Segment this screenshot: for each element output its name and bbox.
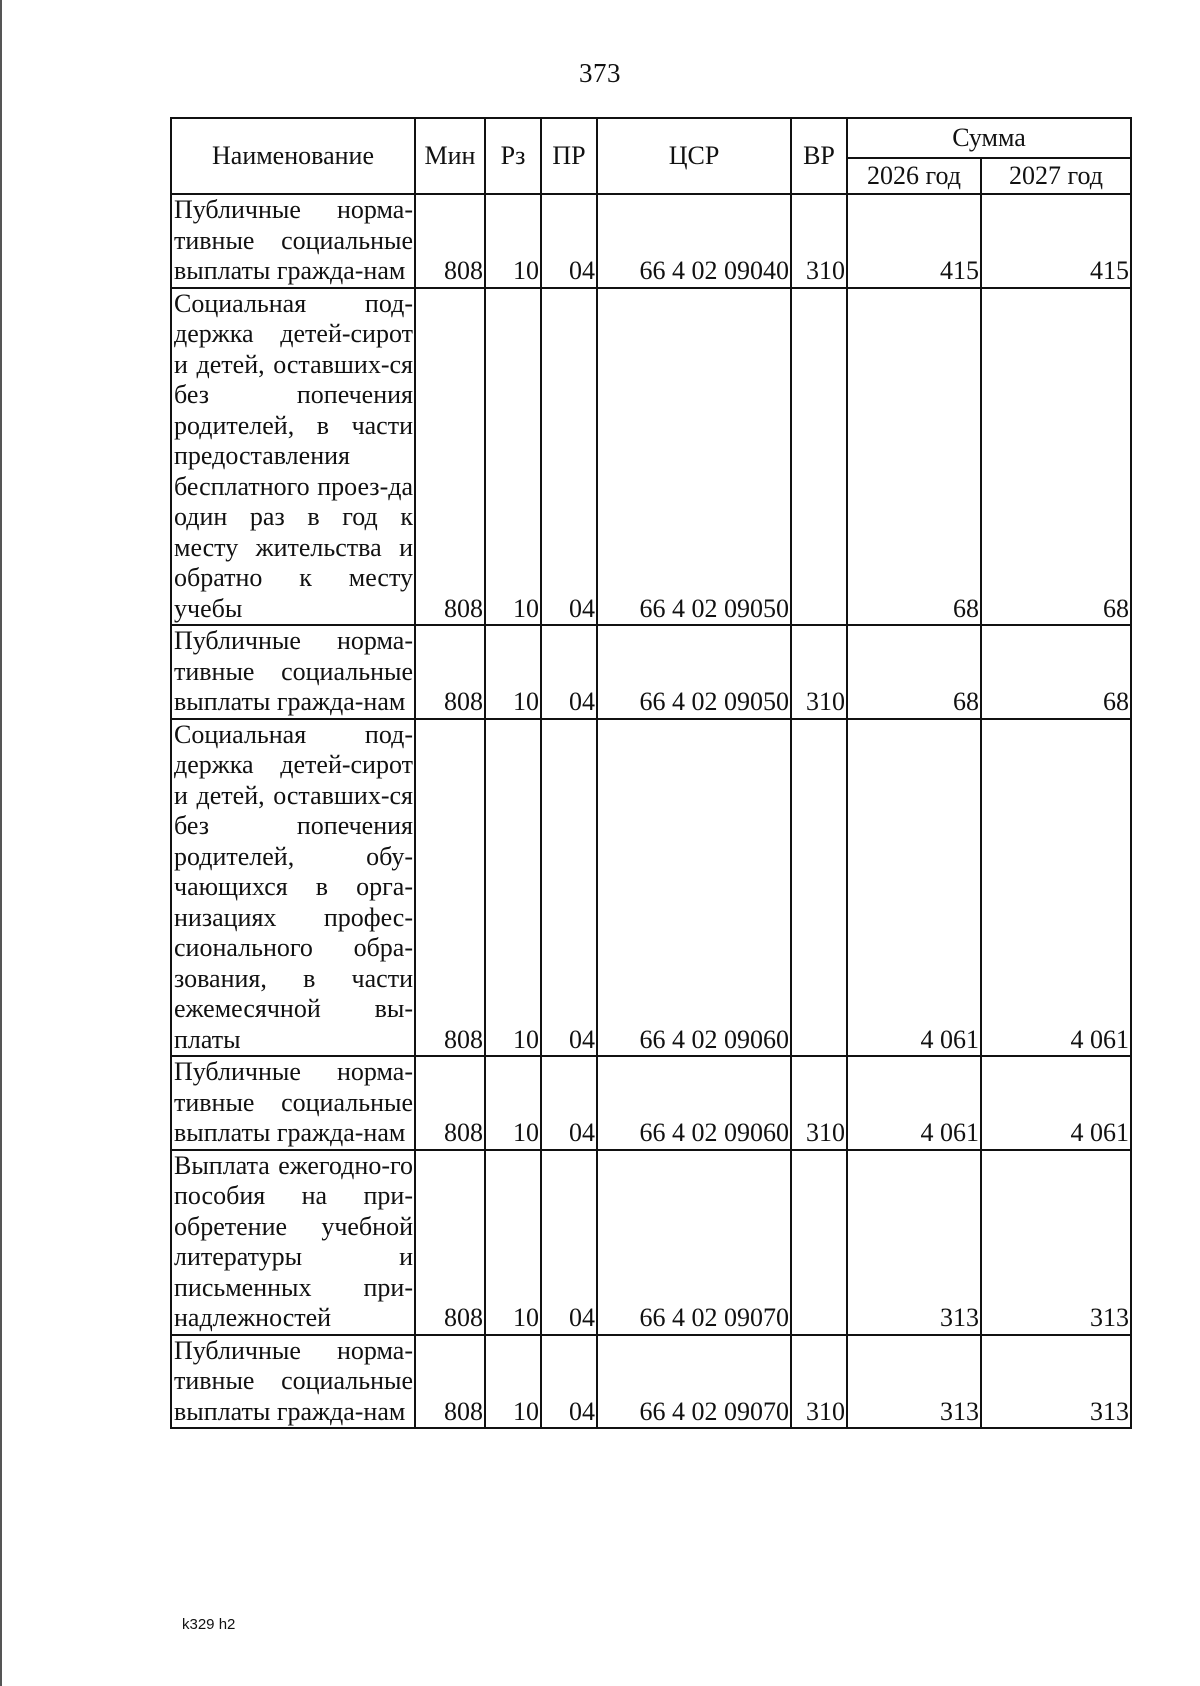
table-row: [171, 194, 1131, 288]
page-edge-line: [0, 0, 2, 1686]
table-row: [171, 288, 1131, 626]
rz-cell: 10: [485, 719, 541, 1057]
rz-cell: 10: [485, 625, 541, 719]
name-cell: Социальная под-держка детей-сирот и детей, оставших-ся без попечения родителей, обу-чающихся в орга-низациях профес-сионального обра-зования, в части ежемесячной вы-платы: [171, 719, 415, 1057]
vr-cell: 310: [791, 194, 847, 288]
pr-cell: 04: [541, 719, 597, 1057]
min-cell: 808: [415, 1056, 485, 1150]
amount-2026-cell: 415: [847, 194, 981, 288]
csr-cell: 66 4 02 09070: [597, 1150, 791, 1335]
name-cell: Социальная под-держка детей-сирот и детей, оставших-ся без попечения родителей, в части предоставления бесплатного проез-да один раз в год к месту жительства и обратно к месту учебы: [171, 288, 415, 626]
rz-cell: 10: [485, 1056, 541, 1150]
pr-cell: 04: [541, 1150, 597, 1335]
vr-cell: 310: [791, 1056, 847, 1150]
amount-2027-cell: 68: [981, 625, 1131, 719]
header-vr: ВР: [791, 118, 847, 194]
name-cell: Публичные норма-тивные социальные выплаты гражда-нам: [171, 1335, 415, 1429]
table-row: [171, 1335, 1131, 1429]
amount-2026-cell: 313: [847, 1150, 981, 1335]
min-cell: 808: [415, 719, 485, 1057]
table-row: [171, 719, 1131, 1057]
amount-2027-cell: 313: [981, 1335, 1131, 1429]
header-pr: ПР: [541, 118, 597, 194]
name-cell: Публичные норма-тивные социальные выплаты гражда-нам: [171, 625, 415, 719]
vr-cell: [791, 288, 847, 626]
rz-cell: 10: [485, 288, 541, 626]
rz-cell: 10: [485, 1335, 541, 1429]
amount-2026-cell: 313: [847, 1335, 981, 1429]
amount-2026-cell: 4 061: [847, 719, 981, 1057]
amount-2027-cell: 313: [981, 1150, 1131, 1335]
name-cell: Публичные норма-тивные социальные выплаты гражда-нам: [171, 1056, 415, 1150]
header-year-2026: 2026 год: [847, 158, 981, 194]
pr-cell: 04: [541, 288, 597, 626]
csr-cell: 66 4 02 09050: [597, 625, 791, 719]
vr-cell: 310: [791, 625, 847, 719]
header-rz: Рз: [485, 118, 541, 194]
csr-cell: 66 4 02 09050: [597, 288, 791, 626]
min-cell: 808: [415, 625, 485, 719]
header-name: Наименование: [171, 118, 415, 194]
header-csr: ЦСР: [597, 118, 791, 194]
pr-cell: 04: [541, 1056, 597, 1150]
min-cell: 808: [415, 194, 485, 288]
amount-2026-cell: 68: [847, 625, 981, 719]
amount-2027-cell: 415: [981, 194, 1131, 288]
csr-cell: 66 4 02 09070: [597, 1335, 791, 1429]
min-cell: 808: [415, 1150, 485, 1335]
header-year-2027: 2027 год: [981, 158, 1131, 194]
amount-2027-cell: 4 061: [981, 719, 1131, 1057]
amount-2027-cell: 4 061: [981, 1056, 1131, 1150]
rz-cell: 10: [485, 1150, 541, 1335]
name-cell: Выплата ежегодно-го пособия на при-обретение учебной литературы и письменных при-надлежностей: [171, 1150, 415, 1335]
footer-code: k329 h2: [182, 1616, 236, 1633]
budget-table: [170, 117, 1132, 1429]
vr-cell: [791, 719, 847, 1057]
min-cell: 808: [415, 288, 485, 626]
vr-cell: 310: [791, 1335, 847, 1429]
csr-cell: 66 4 02 09060: [597, 719, 791, 1057]
amount-2027-cell: 68: [981, 288, 1131, 626]
csr-cell: 66 4 02 09060: [597, 1056, 791, 1150]
vr-cell: [791, 1150, 847, 1335]
table-row: [171, 625, 1131, 719]
header-sum: Сумма: [847, 118, 1131, 158]
pr-cell: 04: [541, 1335, 597, 1429]
amount-2026-cell: 4 061: [847, 1056, 981, 1150]
min-cell: 808: [415, 1335, 485, 1429]
table-row: [171, 1150, 1131, 1335]
rz-cell: 10: [485, 194, 541, 288]
pr-cell: 04: [541, 194, 597, 288]
header-min: Мин: [415, 118, 485, 194]
csr-cell: 66 4 02 09040: [597, 194, 791, 288]
pr-cell: 04: [541, 625, 597, 719]
name-cell: Публичные норма-тивные социальные выплаты гражда-нам: [171, 194, 415, 288]
table-row: [171, 1056, 1131, 1150]
page-number: 373: [579, 58, 621, 88]
table-body: [171, 194, 1131, 1428]
amount-2026-cell: 68: [847, 288, 981, 626]
